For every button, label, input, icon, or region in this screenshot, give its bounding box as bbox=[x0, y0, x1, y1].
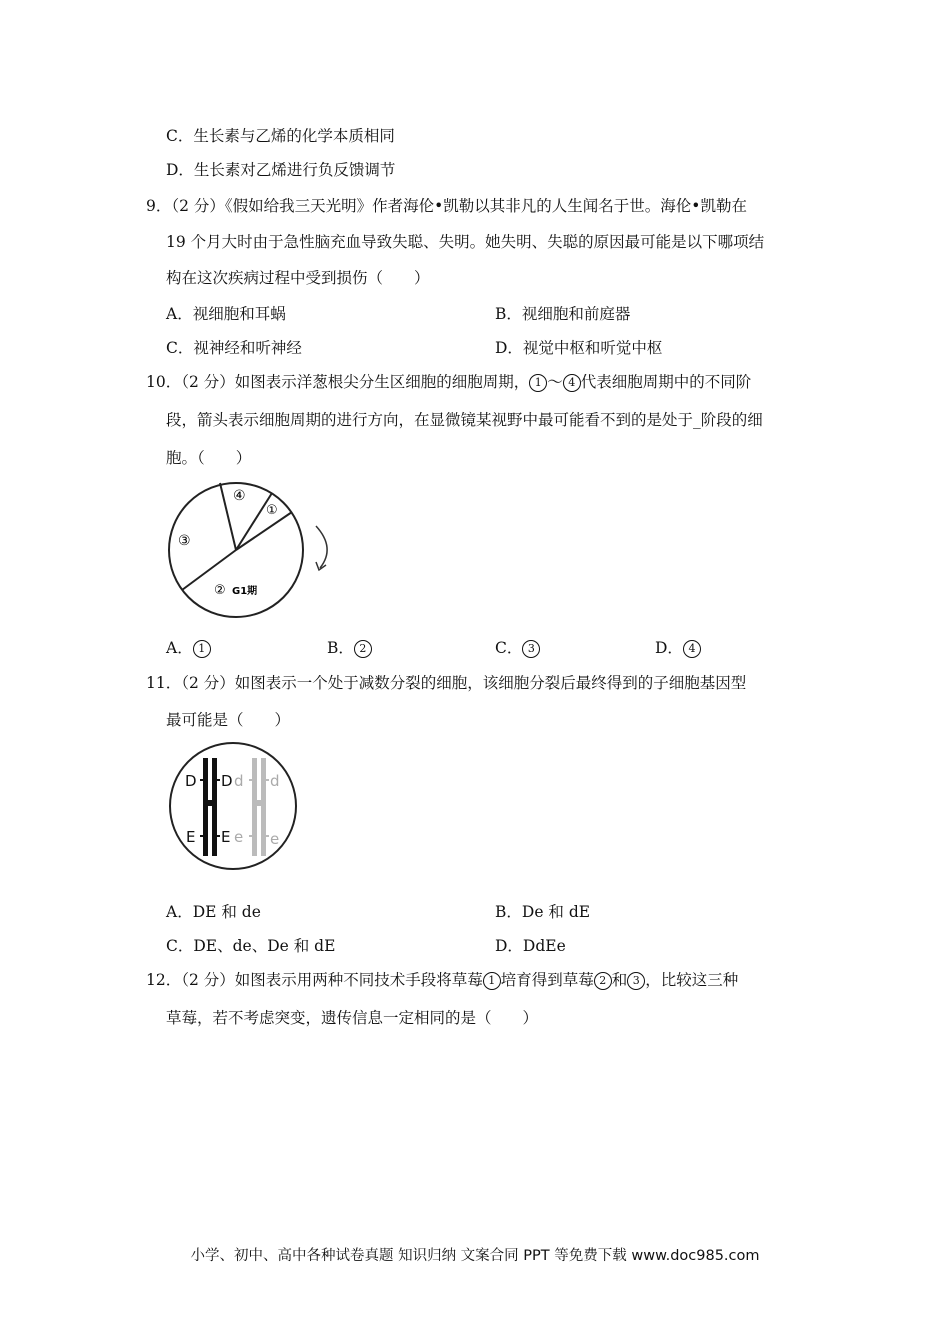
cell-membrane bbox=[170, 743, 296, 869]
q11-option-b: B．De 和 dE bbox=[495, 903, 591, 921]
circled-4-icon: 4 bbox=[563, 374, 581, 392]
q11-stem-line1: 11．（2 分）如图表示一个处于减数分裂的细胞，该细胞分裂后最终得到的子细胞基因型 bbox=[146, 674, 747, 692]
chromosome-dark-left bbox=[203, 758, 208, 856]
q9-stem-line1: 9．（2 分）《假如给我三天光明》作者海伦•凯勒以其非凡的人生闻名于世。海伦•凯勒在 bbox=[146, 197, 747, 215]
q9-stem-line2: 19 个月大时由于急性脑充血导致失聪、失明。她失明、失聪的原因最可能是以下哪项结 bbox=[166, 233, 765, 251]
cycle-direction-arrow bbox=[316, 526, 327, 568]
q10-option-b bbox=[327, 638, 372, 658]
q9-option-c: C．视神经和听神经 bbox=[166, 339, 302, 357]
q10-option-c bbox=[495, 638, 540, 658]
circled-3-icon: 3 bbox=[522, 640, 540, 658]
q12-stem-part3: 和 bbox=[611, 971, 628, 989]
q10-stem-part2: 代表细胞周期中的不同阶 bbox=[580, 373, 752, 391]
cycle-label-4: ④ bbox=[233, 488, 246, 504]
circled-2-icon: 2 bbox=[594, 972, 612, 990]
q11-stem-line2: 最可能是（ ） bbox=[166, 711, 291, 729]
allele-e-right: e bbox=[270, 830, 280, 848]
allele-D-right: D bbox=[221, 772, 233, 790]
q11-option-a: A．DE 和 de bbox=[166, 903, 261, 921]
q10-option-a bbox=[166, 638, 211, 658]
q12-stem-line1 bbox=[146, 970, 738, 990]
circled-4-icon: 4 bbox=[683, 640, 701, 658]
chromosome-light-right bbox=[261, 758, 266, 856]
q10-stem-line1 bbox=[146, 372, 751, 392]
chromosome-dark-right bbox=[212, 758, 217, 856]
allele-D-left: D bbox=[185, 772, 197, 790]
q9-option-d: D．视觉中枢和听觉中枢 bbox=[495, 339, 663, 357]
cycle-label-3: ③ bbox=[178, 533, 191, 549]
q10-stem-tilde: ～ bbox=[547, 373, 563, 391]
centromere-light bbox=[255, 800, 263, 806]
q10-option-a-label: A． bbox=[166, 639, 193, 657]
circled-1-icon: 1 bbox=[193, 640, 211, 658]
q9-option-a: A．视细胞和耳蜗 bbox=[166, 305, 286, 323]
q8-option-d: D．生长素对乙烯进行负反馈调节 bbox=[166, 161, 396, 179]
allele-d-right: d bbox=[270, 772, 280, 790]
circled-2-icon: 2 bbox=[354, 640, 372, 658]
q12-stem-part2: 培育得到草莓 bbox=[500, 971, 594, 989]
page-footer: 小学、初中、高中各种试卷真题 知识归纳 文案合同 PPT 等免费下载 www.doc985.com bbox=[190, 1248, 760, 1264]
q12-stem-part1: 12．（2 分）如图表示用两种不同技术手段将草莓 bbox=[146, 971, 483, 989]
allele-E-left: E bbox=[186, 828, 196, 846]
cell-cycle-figure bbox=[160, 474, 350, 624]
q10-option-b-label: B． bbox=[327, 639, 354, 657]
q10-stem-part1: 10．（2 分）如图表示洋葱根尖分生区细胞的细胞周期， bbox=[146, 373, 530, 391]
q8-option-c: C．生长素与乙烯的化学本质相同 bbox=[166, 127, 395, 145]
q10-stem-line3: 胞。（ ） bbox=[166, 449, 252, 467]
cycle-label-1: ① bbox=[266, 503, 278, 518]
meiosis-cell-figure bbox=[166, 740, 306, 876]
allele-e-left: e bbox=[234, 828, 244, 846]
circled-1-icon: 1 bbox=[483, 972, 501, 990]
circled-3-icon: 3 bbox=[627, 972, 645, 990]
q9-option-b: B．视细胞和前庭器 bbox=[495, 305, 631, 323]
q11-option-d: D．DdEe bbox=[495, 937, 566, 955]
q10-option-d-label: D． bbox=[655, 639, 683, 657]
q10-stem-line2: 段，箭头表示细胞周期的进行方向，在显微镜某视野中最可能看不到的是处于_阶段的细 bbox=[166, 411, 763, 429]
cycle-divider-2-3 bbox=[182, 550, 236, 590]
cycle-label-g1: G1期 bbox=[232, 586, 258, 597]
chromosome-light-left bbox=[252, 758, 257, 856]
cycle-divider-1-2 bbox=[236, 512, 292, 550]
q12-stem-part4: ，比较这三种 bbox=[645, 971, 739, 989]
circled-1-icon: 1 bbox=[529, 374, 547, 392]
q9-stem-line3: 构在这次疾病过程中受到损伤（ ） bbox=[166, 269, 430, 287]
allele-E-right: E bbox=[221, 828, 231, 846]
allele-d-left: d bbox=[234, 772, 244, 790]
centromere-dark bbox=[206, 800, 214, 806]
q10-option-d bbox=[655, 638, 701, 658]
q12-stem-line2: 草莓，若不考虑突变，遗传信息一定相同的是（ ） bbox=[166, 1009, 539, 1027]
cycle-label-2: ② bbox=[214, 583, 226, 598]
q10-option-c-label: C． bbox=[495, 639, 523, 657]
q11-option-c: C．DE、de、De 和 dE bbox=[166, 937, 336, 955]
